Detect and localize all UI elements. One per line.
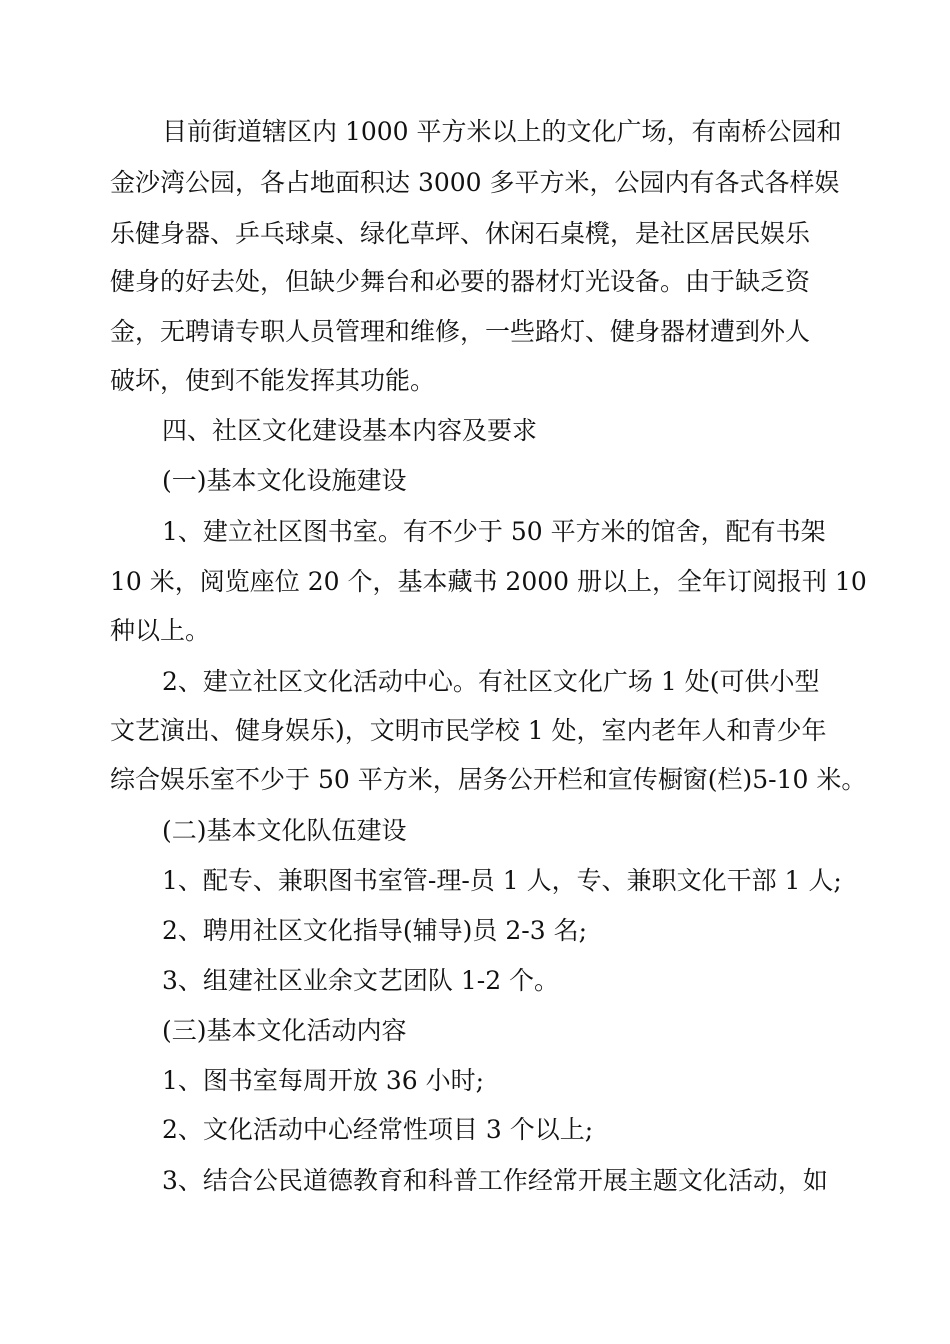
paragraph-line: 金沙湾公园，各占地面积达 3000 多平方米，公园内有各式各样娱 [110, 168, 840, 197]
paragraph-line: 综合娱乐室不少于 50 平方米，居务公开栏和宣传橱窗(栏)5-10 米。 [110, 765, 867, 794]
list-item: 2、聘用社区文化指导(辅导)员 2-3 名; [162, 916, 587, 945]
paragraph-line: 乐健身器、乒乓球桌、绿化草坪、休闲石桌櫈，是社区居民娱乐 [110, 219, 811, 248]
list-item: 2、文化活动中心经常性项目 3 个以上; [162, 1115, 594, 1144]
list-item: 3、组建社区业余文艺团队 1-2 个。 [162, 966, 560, 995]
list-item: 1、配专、兼职图书室管-理-员 1 人，专、兼职文化干部 1 人; [162, 866, 842, 895]
paragraph-line: 2、建立社区文化活动中心。有社区文化广场 1 处(可供小型 [162, 667, 820, 696]
paragraph-line: 种以上。 [110, 616, 211, 645]
paragraph-line: 健身的好去处，但缺少舞台和必要的器材灯光设备。由于缺乏资 [110, 267, 811, 296]
paragraph-line: 1、建立社区图书室。有不少于 50 平方米的馆舍，配有书架 [162, 517, 826, 546]
paragraph-line: 破坏，使到不能发挥其功能。 [110, 366, 436, 395]
subsection-heading: (三)基本文化活动内容 [162, 1016, 407, 1045]
paragraph-line: 金，无聘请专职人员管理和维修，一些路灯、健身器材遭到外人 [110, 317, 811, 346]
list-item: 1、图书室每周开放 36 小时; [162, 1066, 485, 1095]
paragraph-line: 目前街道辖区内 1000 平方米以上的文化广场，有南桥公园和 [162, 117, 842, 146]
subsection-heading: (二)基本文化队伍建设 [162, 816, 407, 845]
paragraph-line: 文艺演出、健身娱乐)，文明市民学校 1 处，室内老年人和青少年 [110, 716, 827, 745]
subsection-heading: (一)基本文化设施建设 [162, 466, 407, 495]
section-heading: 四、社区文化建设基本内容及要求 [162, 416, 538, 445]
paragraph-line: 10 米，阅览座位 20 个，基本藏书 2000 册以上，全年订阅报刊 10 [110, 567, 867, 596]
list-item: 3、结合公民道德教育和科普工作经常开展主题文化活动，如 [162, 1166, 828, 1195]
